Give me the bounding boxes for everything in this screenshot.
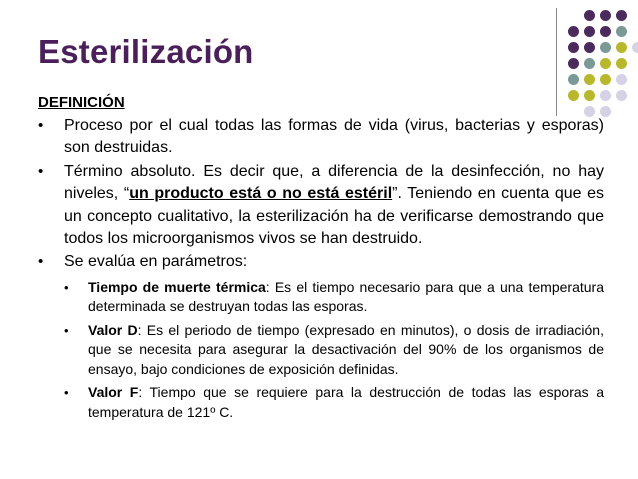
decorative-dot [600, 26, 611, 37]
decorative-dot [616, 58, 627, 69]
bullet-emphasis: un producto está o no está estéril [129, 185, 393, 203]
bullet-icon: • [64, 385, 69, 401]
decorative-dot [616, 42, 627, 53]
section-heading: DEFINICIÓN [38, 94, 125, 111]
decorative-dot [616, 26, 627, 37]
bullet-icon: • [38, 253, 44, 271]
sub-bullet-item [36, 278, 604, 317]
decorative-dot [616, 10, 627, 21]
decorative-dot [584, 10, 595, 21]
slide-body [36, 94, 604, 426]
decorative-dot [568, 74, 579, 85]
bullet-icon: • [38, 117, 44, 134]
bullet-text: ”. Teniendo en cuenta que es un concepto cualitativo, la esterilización ha de verificarse demostrando que todos los microorganismos vivos se han destruido. [64, 185, 605, 248]
bullet-icon: • [64, 322, 69, 338]
sub-bullet-item [36, 321, 604, 380]
sub-bullet-term: Valor F [88, 384, 139, 401]
decorative-dot [600, 74, 611, 85]
sub-bullet-term: Tiempo de muerte térmica [88, 278, 266, 295]
decorative-dot [584, 42, 595, 53]
sub-bullet-text: : Es el periodo de tiempo (expresado en minutos), o dosis de irradiación, que se necesita para asegurar la desactivación del 90% de los organismos de ensayo, bajo condiciones de exposición definidas. [88, 321, 604, 377]
bullet-item [36, 251, 604, 273]
decorative-dot [600, 42, 611, 53]
decorative-dot [616, 74, 627, 85]
sub-bullet-term: Valor D [88, 321, 138, 338]
decorative-dot [568, 58, 579, 69]
decorative-dot [568, 42, 579, 53]
decorative-dot [584, 58, 595, 69]
bullet-text: Se evalúa en parámetros: [64, 253, 248, 271]
decorative-dot [600, 10, 611, 21]
bullet-icon: • [64, 279, 69, 295]
decorative-dot [568, 26, 579, 37]
sub-bullet-item [36, 383, 604, 422]
sub-bullet-text: : Tiempo que se requiere para la destrucción de todas las esporas a temperatura de 121º C. [88, 384, 604, 420]
bullet-item [36, 115, 604, 160]
decorative-dot [616, 90, 627, 101]
bullet-icon: • [38, 162, 44, 180]
decorative-dot [584, 74, 595, 85]
decorative-dot [600, 58, 611, 69]
sub-bullet-text: : Es el tiempo necesario para que a una temperatura determinada se destruyan todas las esporas. [88, 278, 604, 315]
bullet-item [36, 161, 604, 251]
bullet-text: Término absoluto. Es decir que, a diferencia de la desinfección, no hay niveles, “ [64, 162, 604, 203]
decorative-dot [632, 42, 638, 53]
decorative-dot [584, 26, 595, 37]
bullet-text: Proceso por el cual todas las formas de vida (virus, bacterias y esporas) son destruidas. [64, 117, 604, 157]
slide-title: Esterilización [38, 33, 254, 70]
